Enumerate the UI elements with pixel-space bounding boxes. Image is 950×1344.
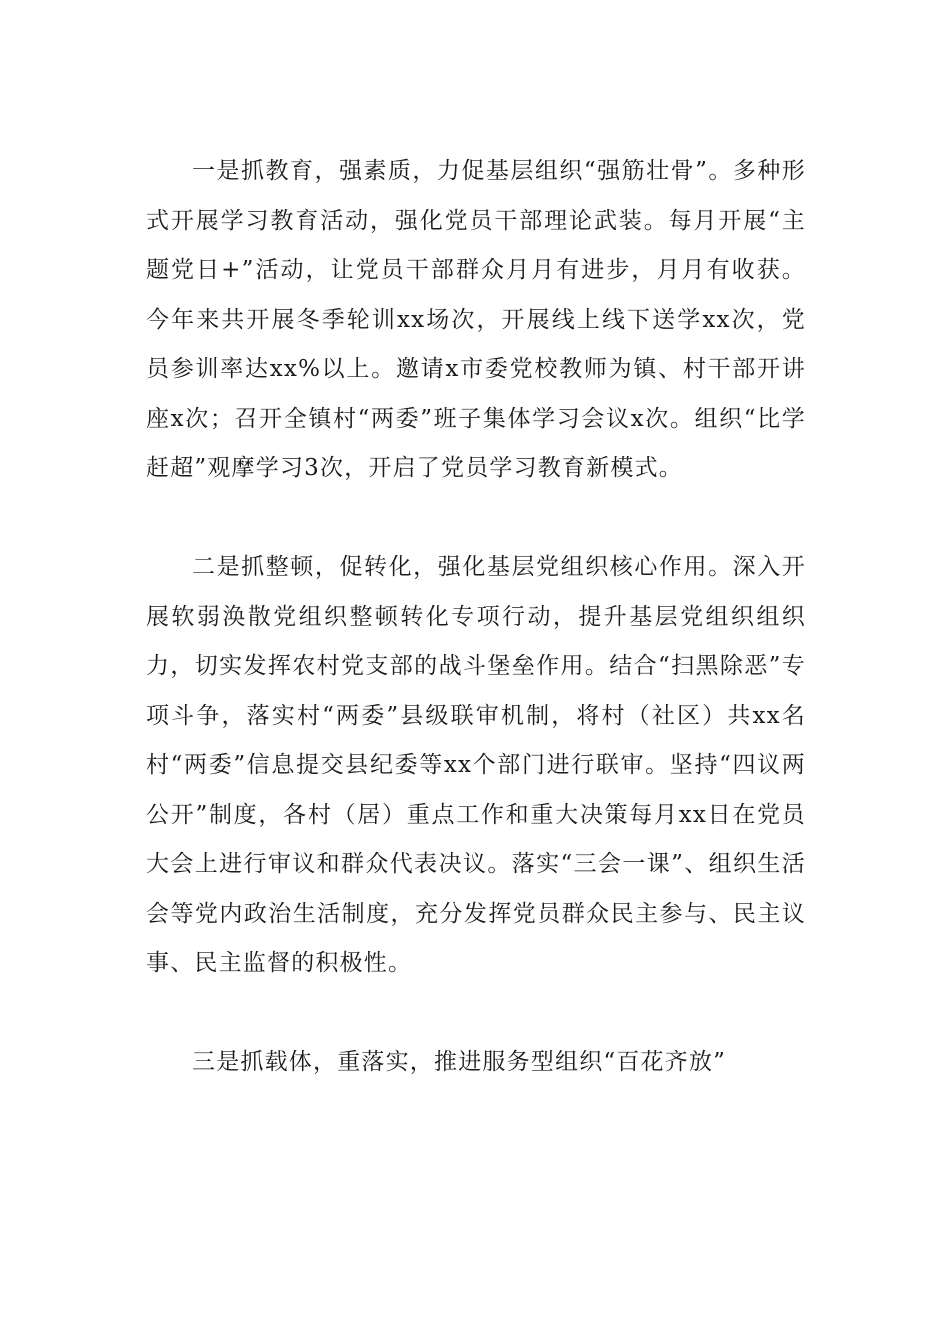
document-body [146, 147, 806, 1088]
paragraph-spacer [146, 989, 806, 1039]
paragraph-spacer [146, 494, 806, 544]
paragraph-education: 一是抓教育，强素质，力促基层组织“强筋壮骨”。多种形式开展学习教育活动，强化党员干部理论武装。每月开展“主题党日+”活动，让党员干部群众月月有进步，月月有收获。今年来共开展冬季轮训xx场次，开展线上线下送学xx次，党员参训率达xx%以上。邀请x市委党校教师为镇、村干部开讲座x次；召开全镇村“两委”班子集体学习会议x次。组织“比学赶超”观摩学习3次，开启了党员学习教育新模式。 [146, 158, 806, 481]
paragraph-rectification: 二是抓整顿，促转化，强化基层党组织核心作用。深入开展软弱涣散党组织整顿转化专项行动，提升基层党组织组织力，切实发挥农村党支部的战斗堡垒作用。结合“扫黑除恶”专项斗争，落实村“两委”县级联审机制，将村（社区）共xx名村“两委”信息提交县纪委等xx个部门进行联审。坚持“四议两公开”制度，各村（居）重点工作和重大决策每月xx日在党员大会上进行审议和群众代表决议。落实“三会一课”、组织生活会等党内政治生活制度，充分发挥党员群众民主参与、民主议事、民主监督的积极性。 [146, 554, 806, 976]
paragraph-carrier: 三是抓载体，重落实，推进服务型组织“百花齐放” [192, 1049, 727, 1075]
